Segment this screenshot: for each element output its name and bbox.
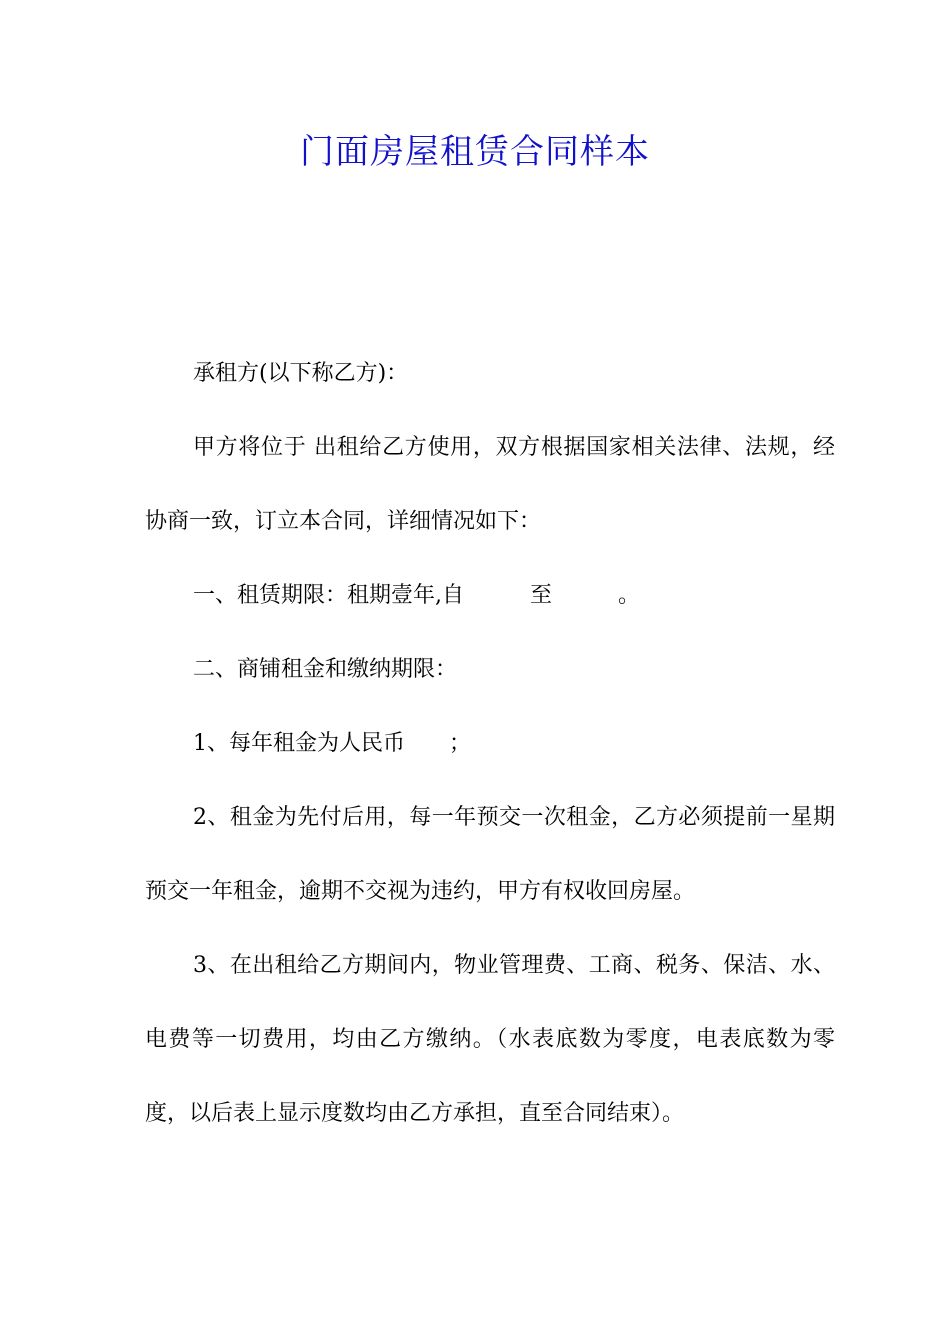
paragraph-fees: 3、在出租给乙方期间内，物业管理费、工商、税务、保洁、水、电费等一切费用，均由乙方缴纳。（水表底数为零度，电表底数为零度，以后表上显示度数均由乙方承担，直至合同结束）。 bbox=[145, 953, 835, 1126]
paragraph-intro: 甲方将位于 出租给乙方使用，双方根据国家相关法律、法规，经协商一致，订立本合同，详细情况如下： bbox=[145, 435, 835, 534]
paragraph-rent-heading: 二、商铺租金和缴纳期限： bbox=[193, 657, 458, 682]
paragraph-lease-term: 一、租赁期限：租期壹年,自 至 。 bbox=[193, 583, 640, 608]
document-title: 门面房屋租赁合同样本 bbox=[300, 132, 650, 172]
paragraph-prepayment: 2、租金为先付后用，每一年预交一次租金，乙方必须提前一星期预交一年租金，逾期不交视为违约，甲方有权收回房屋。 bbox=[145, 805, 835, 904]
paragraph-tenant: 承租方(以下称乙方)： bbox=[193, 361, 409, 386]
document-body bbox=[145, 337, 835, 1151]
paragraph-annual-rent: 1、每年租金为人民币 ； bbox=[193, 731, 471, 756]
